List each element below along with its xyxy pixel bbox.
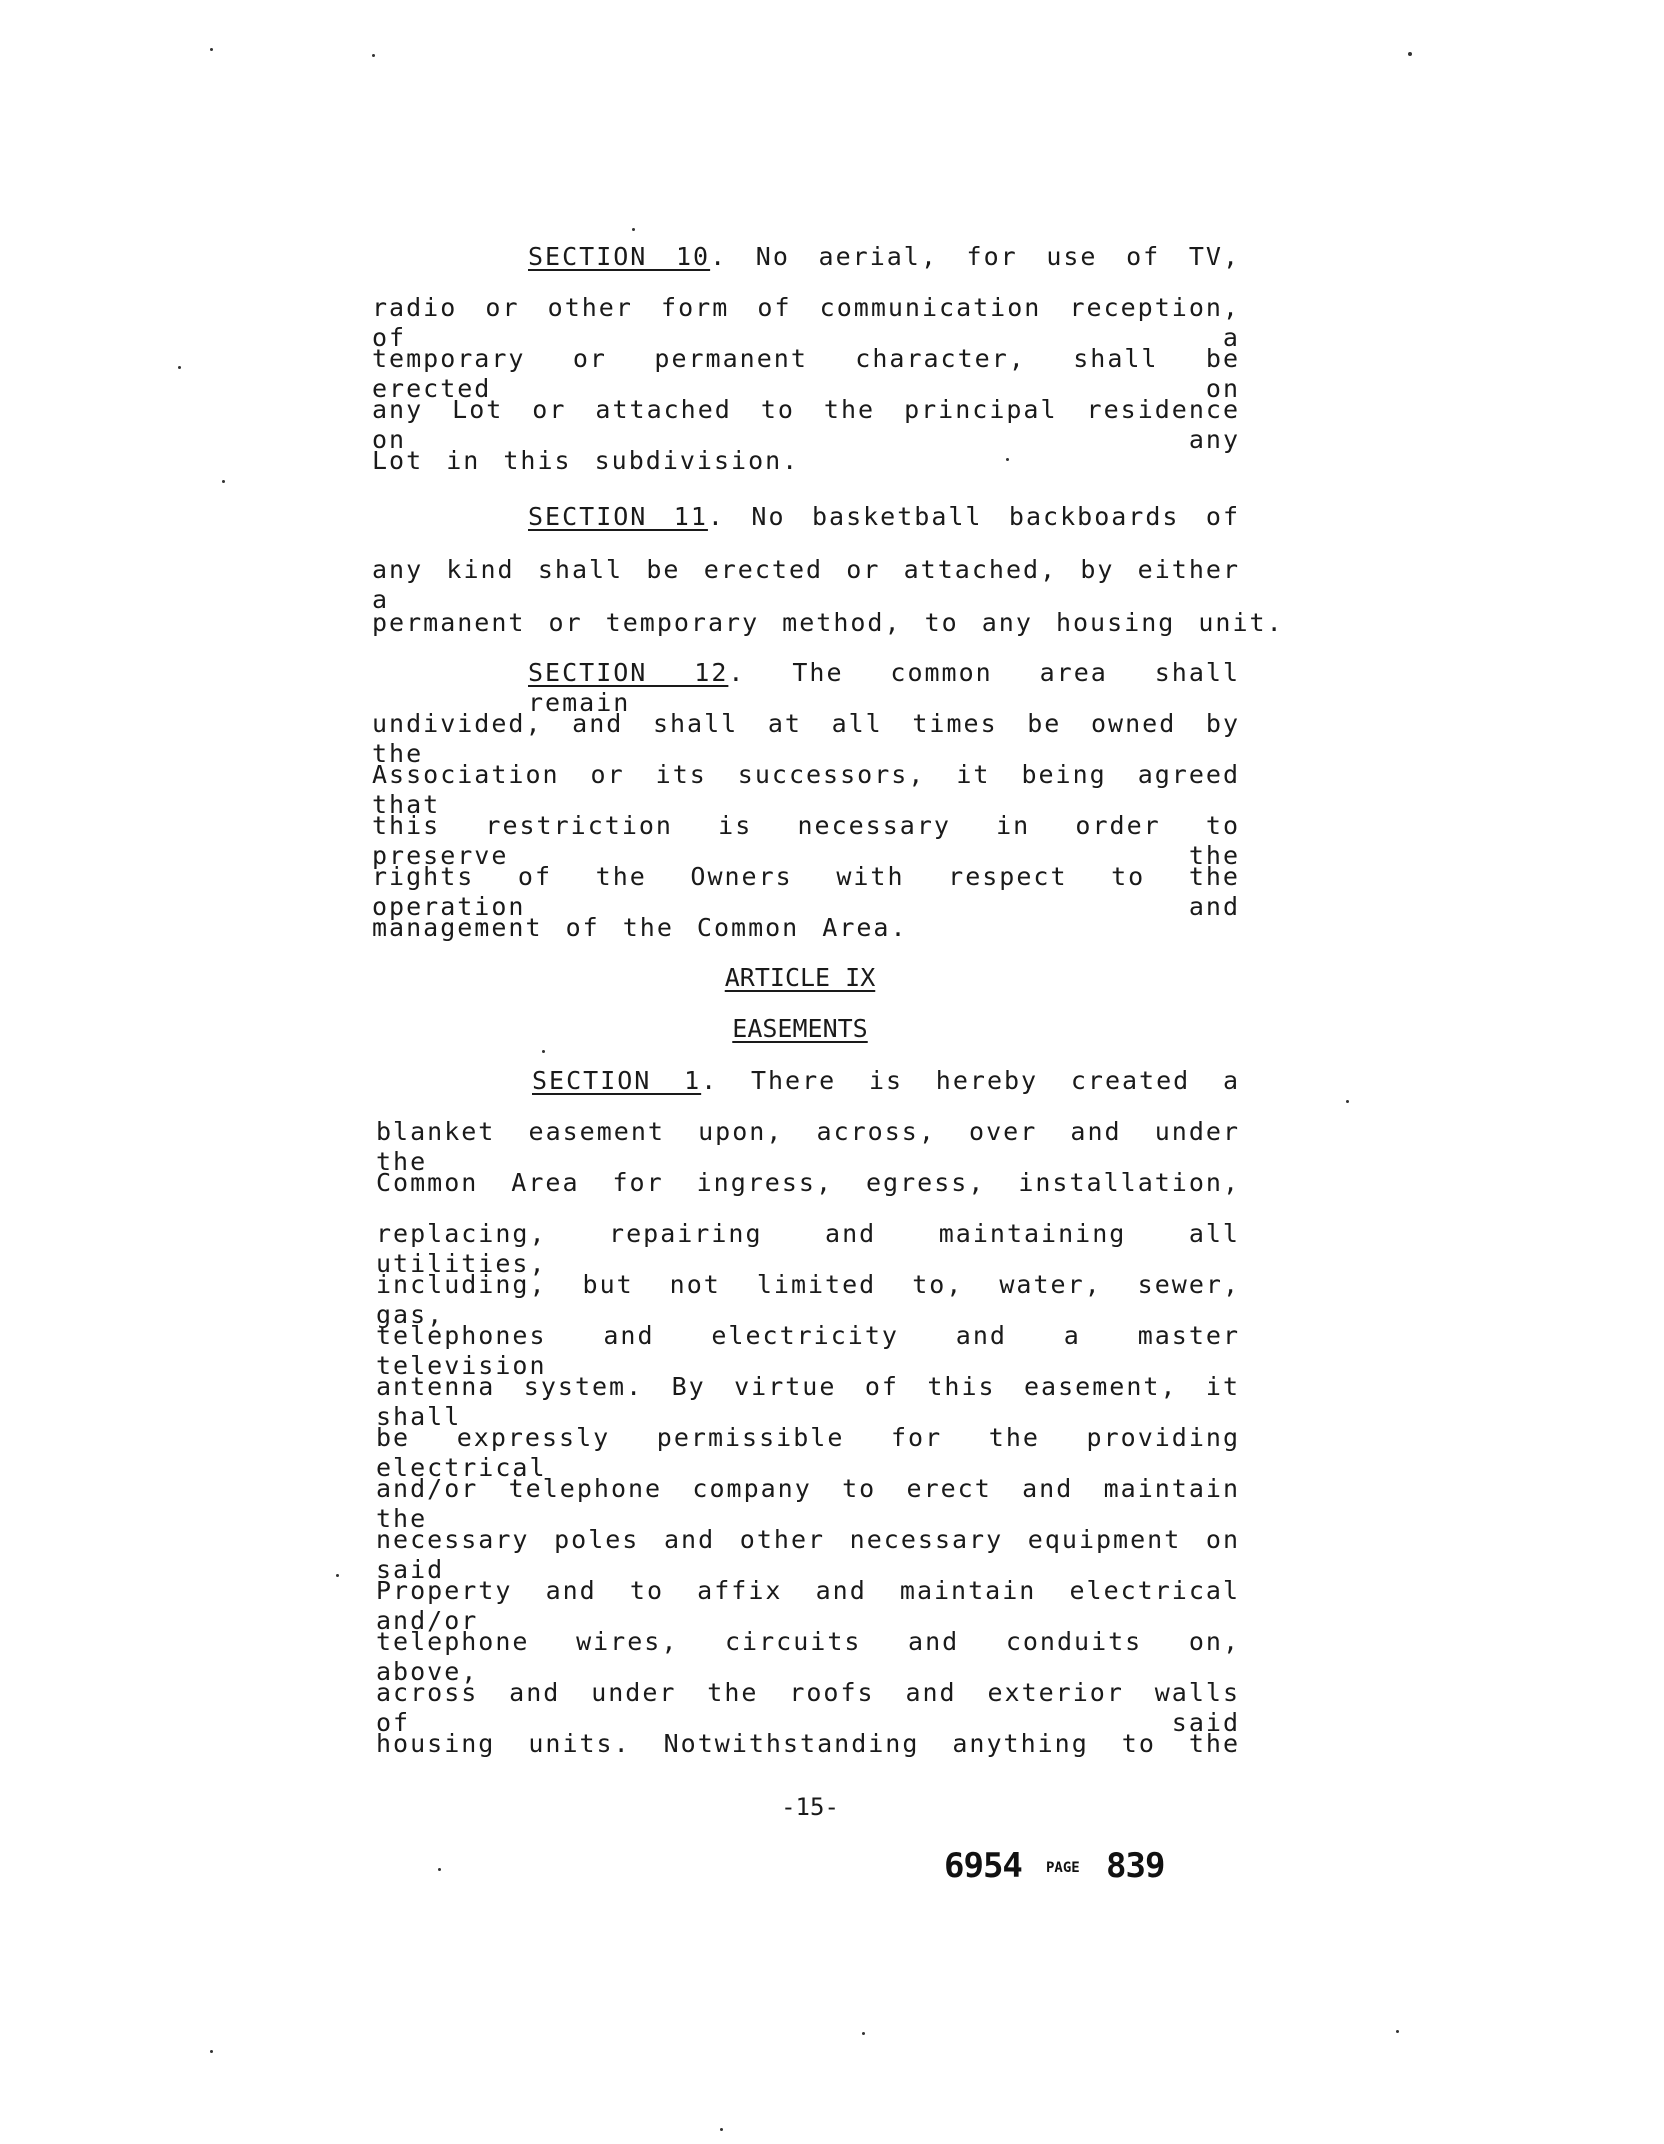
- text-line: telephone wires, circuits and conduits on, above,: [376, 1627, 1240, 1686]
- scan-speck: [862, 2032, 865, 2035]
- text-line: housing units. Notwithstanding anything to the: [376, 1729, 1240, 1758]
- scan-speck: [720, 2128, 723, 2131]
- page-reference: 839: [1106, 1846, 1165, 1886]
- page-number: -15-: [781, 1793, 839, 1821]
- text-line: rights of the Owners with respect to the operation and: [372, 862, 1240, 921]
- scan-speck: [1396, 2030, 1399, 2033]
- scan-speck: [1408, 52, 1412, 56]
- section-10-line: SECTION 10. No aerial, for use of TV,: [528, 242, 1241, 271]
- text-line: management of the Common Area.: [372, 913, 908, 942]
- scan-speck: [438, 1868, 441, 1871]
- text-line: radio or other form of communication reception, of a: [372, 293, 1240, 352]
- text-line: [532, 1066, 1240, 1096]
- text-line: antenna system. By virtue of this easement, it shall: [376, 1372, 1240, 1431]
- text-line: be expressly permissible for the providing electrical: [376, 1423, 1240, 1482]
- scan-speck: [632, 228, 635, 231]
- text-line: Common Area for ingress, egress, installation,: [376, 1168, 1240, 1197]
- text-line: across and under the roofs and exterior walls of said: [376, 1678, 1240, 1737]
- scan-speck: [372, 54, 375, 57]
- section-label: SECTION 10: [528, 242, 711, 271]
- text-line: including, but not limited to, water, sewer, gas,: [376, 1270, 1240, 1329]
- section-label: SECTION 12: [528, 658, 729, 687]
- text-line: [528, 242, 1240, 272]
- text-line: any kind shall be erected or attached, by either a: [372, 555, 1240, 614]
- scan-speck: [336, 1574, 339, 1577]
- recording-stamp: [944, 1846, 1184, 1896]
- text-line: undivided, and shall at all times be owned by the: [372, 709, 1240, 768]
- text-line: necessary poles and other necessary equipment on said: [376, 1525, 1240, 1584]
- text-line: Association or its successors, it being agreed that: [372, 760, 1240, 819]
- text-line: Property and to affix and maintain electrical and/or: [376, 1576, 1240, 1635]
- text-line: [528, 502, 1240, 532]
- scan-speck: [210, 48, 213, 51]
- text-line: replacing, repairing and maintaining all utilities,: [376, 1219, 1240, 1278]
- scan-speck: [222, 480, 225, 483]
- page-label: PAGE: [1046, 1860, 1080, 1876]
- section-label: SECTION 11: [528, 502, 708, 531]
- text-line: telephones and electricity and a master television: [376, 1321, 1240, 1380]
- text-line: temporary or permanent character, shall be erected on: [372, 344, 1240, 403]
- text-line: Lot in this subdivision.: [372, 446, 800, 475]
- book-number: 6954: [944, 1846, 1022, 1886]
- scan-speck: [210, 2050, 213, 2053]
- scan-speck: [542, 1050, 545, 1053]
- text-line: any Lot or attached to the principal residence on any: [372, 395, 1240, 454]
- text-line: and/or telephone company to erect and maintain the: [376, 1474, 1240, 1533]
- section-label: SECTION 1: [532, 1066, 702, 1095]
- easements-heading: EASEMENTS: [732, 1014, 868, 1043]
- section-11-line: SECTION 11. No basketball backboards of: [528, 502, 1240, 531]
- scan-speck: [178, 366, 181, 369]
- section-12-line: SECTION 12. The common area shall remain: [528, 658, 1240, 717]
- text-line: permanent or temporary method, to any housing unit.: [372, 608, 1284, 637]
- article-heading: ARTICLE IX: [724, 963, 876, 992]
- section-1-line: SECTION 1. There is hereby created a: [532, 1066, 1240, 1095]
- text-line: blanket easement upon, across, over and under the: [376, 1117, 1240, 1176]
- scan-speck: [1346, 1100, 1349, 1103]
- scan-speck: [1006, 458, 1009, 461]
- text-line: this restriction is necessary in order to preserve the: [372, 811, 1240, 870]
